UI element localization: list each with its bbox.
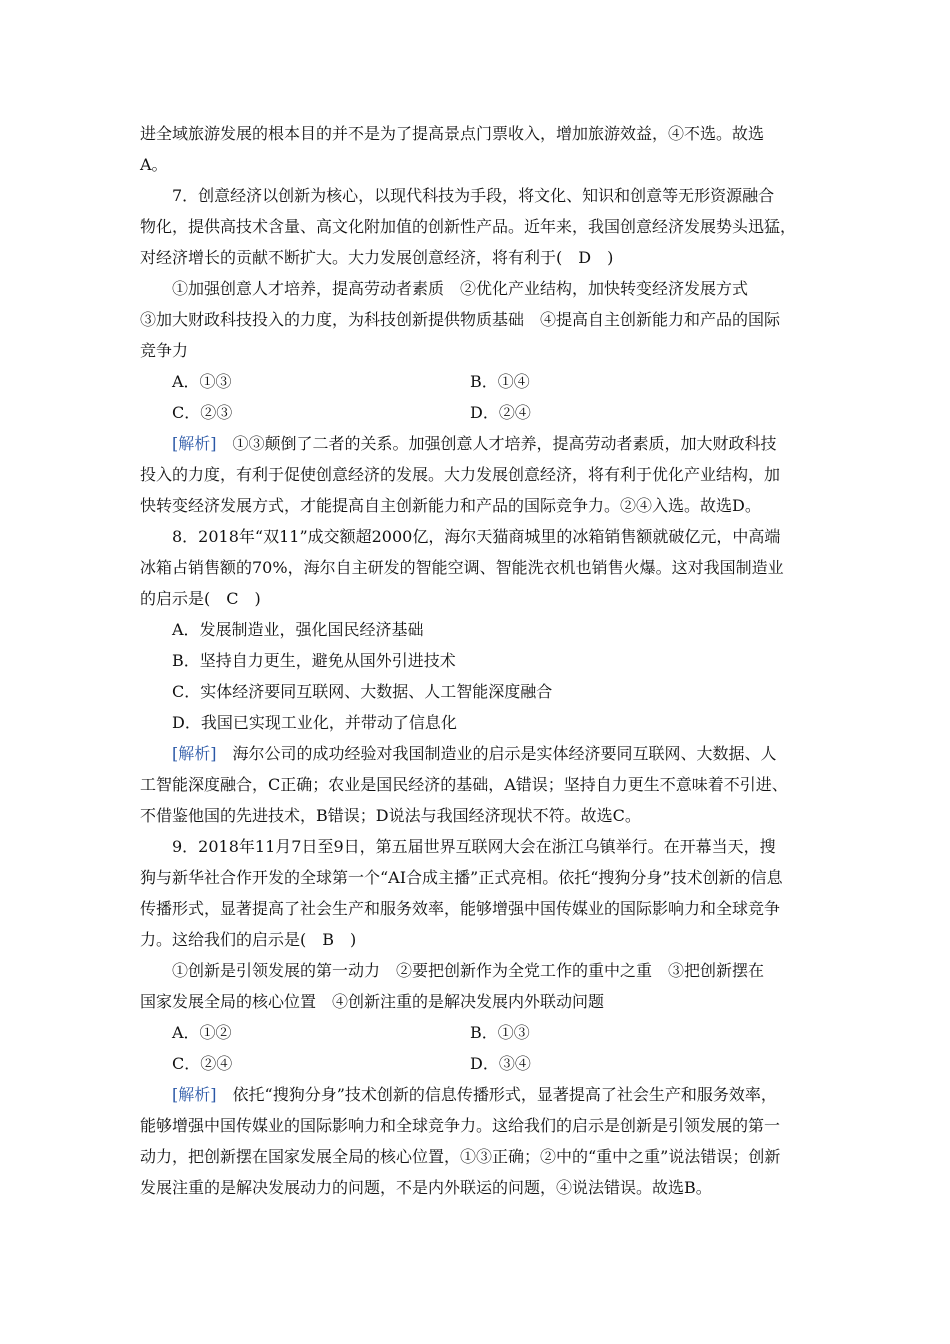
q7-stem-line: 7．创意经济以创新为核心，以现代科技为手段，将文化、知识和创意等无形资源融合: [172, 186, 775, 205]
q7-analysis-text: ①③颠倒了二者的关系。加强创意人才培养，提高劳动者素质，加大财政科技: [232, 434, 777, 453]
q7-statement-line: 竞争力: [140, 341, 189, 360]
q7-option-b: B．①④: [470, 372, 530, 391]
q8-analysis-line: 不借鉴他国的先进技术，B错误；D说法与我国经济现状不符。故选C。: [140, 806, 641, 825]
q8-analysis-text: 海尔公司的成功经验对我国制造业的启示是实体经济要同互联网、大数据、人: [232, 744, 777, 763]
q9-stem-line: 狗与新华社合作开发的全球第一个“AI合成主播”正式亮相。依托“搜狗分身”技术创新的信息: [140, 868, 783, 887]
q8-stem-line: 8．2018年“双11”成交额超2000亿，海尔天猫商城里的冰箱销售额就破亿元，中高端: [172, 527, 781, 546]
q9-analysis-line: 发展注重的是解决发展动力的问题，不是内外联运的问题，④说法错误。故选B。: [140, 1178, 712, 1197]
q9-stem-line: 力。这给我们的启示是( B ): [140, 930, 357, 949]
q7-analysis-line: [172, 434, 777, 454]
q8-analysis-line: [172, 744, 777, 764]
q7-option-d: D．②④: [470, 403, 531, 422]
q9-option-c: C．②④: [172, 1054, 233, 1073]
q9-option-d: D．③④: [470, 1054, 531, 1073]
q8-stem-line: 冰箱占销售额的70%，海尔自主研发的智能空调、智能洗衣机也销售火爆。这对我国制造业: [140, 558, 784, 577]
q7-option-a: A．①③: [172, 372, 232, 391]
q7-analysis-line: 快转变经济发展方式，才能提高自主创新能力和产品的国际竞争力。②④入选。故选D。: [140, 496, 761, 515]
q7-statement-line: ①加强创意人才培养，提高劳动者素质 ②优化产业结构，加快转变经济发展方式: [172, 279, 749, 298]
analysis-tag: [解析]: [172, 1085, 217, 1104]
q9-analysis-line: 动力，把创新摆在国家发展全局的核心位置，①③正确；②中的“重中之重”说法错误；创新: [140, 1147, 781, 1166]
q6-analysis-line: 进全域旅游发展的根本目的并不是为了提高景点门票收入，增加旅游效益，④不选。故选: [140, 124, 765, 143]
q9-analysis-line: [172, 1085, 777, 1105]
q9-stem-line: 传播形式，显著提高了社会生产和服务效率，能够增强中国传媒业的国际影响力和全球竞争: [140, 899, 781, 918]
q8-stem-line: 的启示是( C ): [140, 589, 261, 608]
q9-analysis-text: 依托“搜狗分身”技术创新的信息传播形式，显著提高了社会生产和服务效率，: [232, 1085, 777, 1104]
q8-option-d: D．我国已实现工业化，并带动了信息化: [172, 713, 457, 732]
q9-statement-line: ①创新是引领发展的第一动力 ②要把创新作为全党工作的重中之重 ③把创新摆在: [172, 961, 765, 980]
q7-analysis-line: 投入的力度，有利于促使创意经济的发展。大力发展创意经济，将有利于优化产业结构，加: [140, 465, 781, 484]
q8-option-a: A．发展制造业，强化国民经济基础: [172, 620, 424, 639]
q9-option-b: B．①③: [470, 1023, 530, 1042]
q9-option-a: A．①②: [172, 1023, 232, 1042]
q7-statement-line: ③加大财政科技投入的力度，为科技创新提供物质基础 ④提高自主创新能力和产品的国际: [140, 310, 781, 329]
q8-option-b: B．坚持自力更生，避免从国外引进技术: [172, 651, 456, 670]
q7-stem-line: 对经济增长的贡献不断扩大。大力发展创意经济，将有利于( D ): [140, 248, 614, 267]
q7-stem-line: 物化，提供高技术含量、高文化附加值的创新性产品。近年来，我国创意经济发展势头迅猛，: [140, 217, 797, 236]
q9-statement-line: 国家发展全局的核心位置 ④创新注重的是解决发展内外联动问题: [140, 992, 605, 1011]
analysis-tag: [解析]: [172, 744, 217, 763]
q7-option-c: C．②③: [172, 403, 233, 422]
analysis-tag: [解析]: [172, 434, 217, 453]
q8-option-c: C．实体经济要同互联网、大数据、人工智能深度融合: [172, 682, 553, 701]
q9-analysis-line: 能够增强中国传媒业的国际影响力和全球竞争力。这给我们的启示是创新是引领发展的第一: [140, 1116, 781, 1135]
q8-analysis-line: 工智能深度融合，C正确；农业是国民经济的基础，A错误；坚持自力更生不意味着不引进、: [140, 775, 788, 794]
q6-analysis-line: A。: [140, 155, 168, 174]
q9-stem-line: 9．2018年11月7日至9日，第五届世界互联网大会在浙江乌镇举行。在开幕当天，搜: [172, 837, 776, 856]
